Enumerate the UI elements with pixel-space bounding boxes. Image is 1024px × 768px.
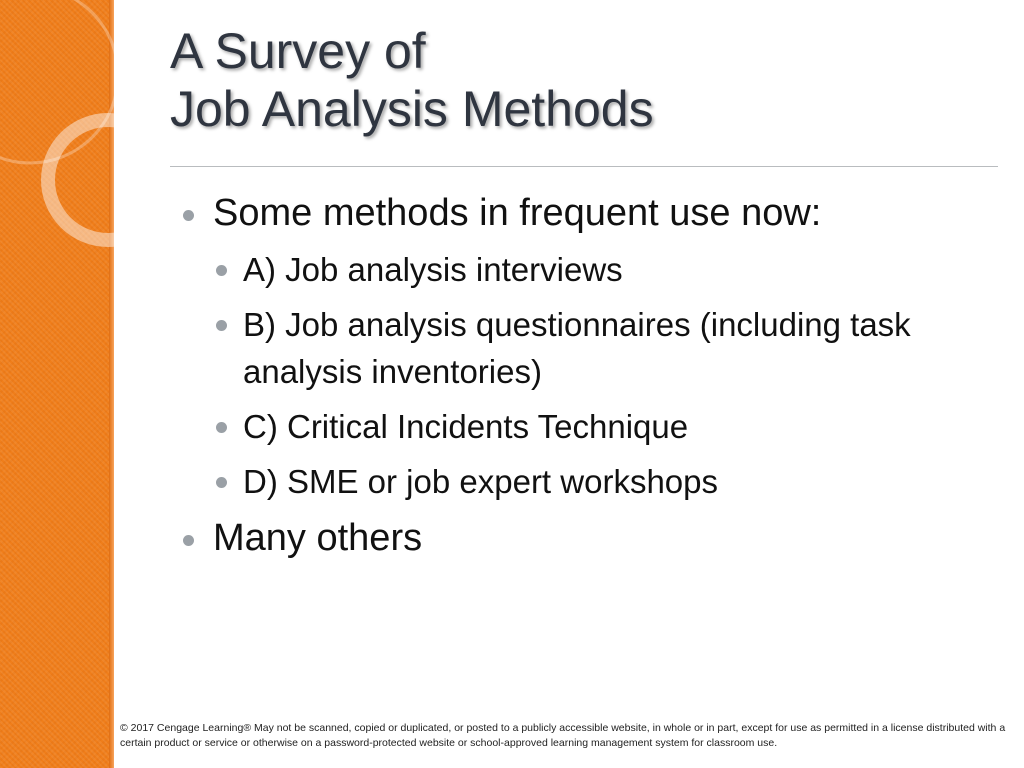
bullet-dot-icon bbox=[216, 320, 227, 331]
deco-circle-ring bbox=[48, 120, 168, 240]
sub-bullet-item bbox=[180, 458, 1000, 505]
bullet-list bbox=[180, 190, 1000, 561]
decorative-circles bbox=[0, 0, 170, 270]
sub-bullet-text: C) Critical Incidents Technique bbox=[243, 408, 689, 445]
bullet-dot-icon bbox=[183, 535, 194, 546]
title-line-2: Job Analysis Methods bbox=[170, 81, 654, 137]
bullet-dot-icon bbox=[216, 422, 227, 433]
bullet-dot-icon bbox=[216, 477, 227, 488]
title-divider bbox=[170, 166, 998, 167]
sub-bullet-item bbox=[180, 403, 1000, 450]
sub-bullet-text: A) Job analysis interviews bbox=[243, 251, 623, 288]
sub-bullet-item bbox=[180, 246, 1000, 293]
sub-bullet-text: D) SME or job expert workshops bbox=[243, 463, 719, 500]
bullet-item bbox=[180, 515, 1000, 561]
copyright-footer: © 2017 Cengage Learning® May not be scanned, copied or duplicated, or posted to a publicly accessible website, in whole or in part, except for use as permitted in a license distributed with a certain product or service or otherwise on a password-protected website or school-approved learning management system for classroom use. bbox=[120, 722, 1006, 749]
bullet-dot-icon bbox=[216, 265, 227, 276]
bullet-item bbox=[180, 190, 1000, 236]
bullet-dot-icon bbox=[183, 210, 194, 221]
sub-bullet-item bbox=[180, 301, 1000, 395]
bullet-text: Many others bbox=[213, 517, 423, 559]
bullet-text: Some methods in frequent use now: bbox=[213, 192, 822, 234]
sub-bullet-text: B) Job analysis questionnaires (including task analysis inventories) bbox=[243, 306, 911, 390]
slide-title bbox=[170, 22, 654, 138]
title-line-1: A Survey of bbox=[170, 23, 426, 79]
